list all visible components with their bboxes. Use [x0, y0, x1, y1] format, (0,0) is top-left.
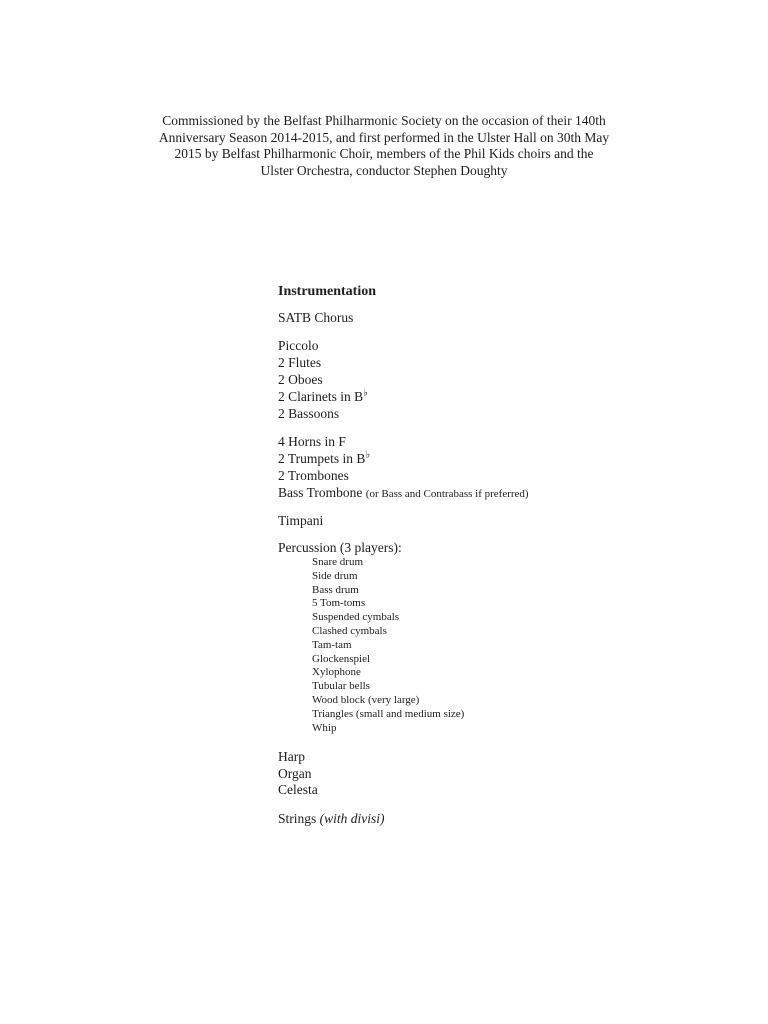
instrument-line-piccolo: Piccolo — [278, 338, 319, 353]
percussion-list — [278, 556, 529, 735]
percussion-item: 5 Tom-toms — [312, 597, 366, 610]
instrument-line-timpani: Timpani — [278, 513, 324, 528]
percussion-item: Snare drum — [312, 556, 364, 568]
instrument-line-oboes: 2 Oboes — [278, 372, 323, 387]
strings-divisi-note: (with divisi) — [319, 810, 385, 826]
woodwinds-group — [278, 337, 529, 422]
instrument-line-trombones: 2 Trombones — [278, 468, 349, 483]
commission-note — [0, 113, 768, 179]
flat-symbol: ♭ — [363, 387, 368, 399]
instrument-line-harp: Harp — [278, 749, 305, 765]
flat-symbol: ♭ — [365, 449, 371, 461]
bass-trombone-text: Bass Trombone — [278, 485, 363, 500]
percussion-item: Whip — [312, 721, 337, 734]
percussion-item: Triangles (small and medium size) — [312, 707, 465, 720]
instrument-line-clarinets — [278, 388, 529, 405]
instrument-line-celesta: Celesta — [278, 782, 318, 798]
strings-text: Strings — [278, 810, 317, 826]
percussion-item: Bass drum — [312, 583, 359, 596]
trumpets-text: 2 Trumpets in B — [278, 451, 366, 466]
instrument-line-bass-trombone — [278, 484, 529, 503]
instrument-line-flutes: 2 Flutes — [278, 355, 322, 370]
percussion-item: Glockenspiel — [312, 652, 371, 665]
instrument-line-organ: Organ — [278, 765, 312, 781]
percussion-item: Side drum — [312, 569, 358, 582]
percussion-heading: Percussion (3 players): — [278, 540, 402, 555]
percussion-item: Clashed cymbals — [312, 624, 387, 637]
percussion-item: Tubular bells — [312, 680, 370, 693]
percussion-item: Tam-tam — [312, 638, 352, 651]
instrumentation-heading: Instrumentation — [278, 284, 377, 299]
commission-note-line: Commissioned by the Belfast Philharmonic Society on the occasion of their 140th — [162, 113, 606, 128]
chorus-line: SATB Chorus — [278, 310, 354, 325]
percussion-item: Xylophone — [312, 666, 361, 679]
commission-note-line: Ulster Orchestra, conductor Stephen Doughty — [260, 162, 508, 178]
instrument-line-strings — [278, 810, 529, 827]
percussion-group — [278, 539, 529, 735]
instrument-line-trumpets — [278, 450, 529, 467]
percussion-item: Wood block (very large) — [312, 693, 420, 706]
bass-trombone-note: (or Bass and Contrabass if preferred) — [365, 488, 529, 500]
instrumentation-section — [278, 283, 529, 827]
percussion-item: Suspended cymbals — [312, 611, 400, 624]
commission-note-line: Anniversary Season 2014-2015, and first performed in the Ulster Hall on 30th May — [158, 129, 610, 145]
instrument-line-horns: 4 Horns in F — [278, 434, 346, 449]
commission-note-line: 2015 by Belfast Philharmonic Choir, members of the Phil Kids choirs and the — [174, 146, 594, 162]
brass-group — [278, 433, 529, 503]
instrument-line-bassoons: 2 Bassoons — [278, 406, 340, 421]
keyboards-group — [278, 749, 529, 799]
clarinets-text: 2 Clarinets in B — [278, 389, 364, 404]
